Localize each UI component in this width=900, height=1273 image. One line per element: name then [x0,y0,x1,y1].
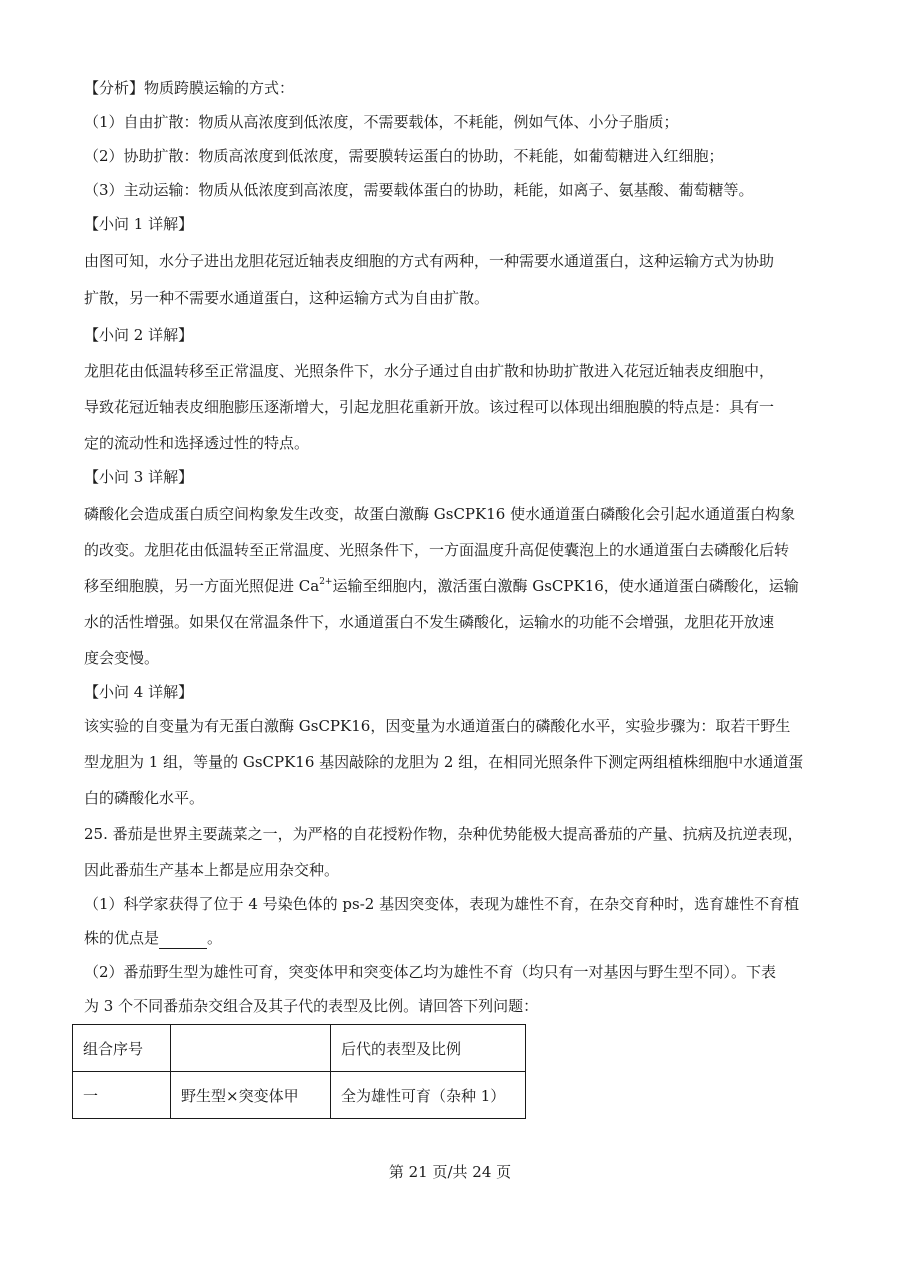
table-cell: 一 [73,1072,171,1119]
answer-blank[interactable] [159,928,207,949]
q4-line-3: 白的磷酸化水平。 [84,789,205,807]
table-row [73,1072,526,1119]
table-header-row [73,1025,526,1072]
table-header-cell [171,1025,331,1072]
q2-line-2: 导致花冠近轴表皮细胞膨压逐渐增大，引起龙胆花重新开放。该过程可以体现出细胞膜的特点是：具有一 [84,398,775,416]
table-header-cell: 后代的表型及比例 [331,1025,526,1072]
q3-line-4: 水的活性增强。如果仅在常温条件下，水通道蛋白不发生磷酸化，运输水的功能不会增强，龙胆花开放速 [84,613,775,631]
analysis-item-3: （3）主动运输：物质从低浓度到高浓度，需要载体蛋白的协助，耗能，如离子、氨基酸、葡萄糖等。 [84,181,754,199]
q3-line-1: 磷酸化会造成蛋白质空间构象发生改变，故蛋白激酶 GsCPK16 使水通道蛋白磷酸化会引起水通道蛋白构象 [84,505,796,523]
problem25-intro-2: 因此番茄生产基本上都是应用杂交种。 [84,861,340,879]
part1-suffix: 。 [207,929,223,947]
problem25-part1-line-1: （1）科学家获得了位于 4 号染色体的 ps-2 基因突变体，表现为雄性不育，在杂交育种时，选育雄性不育植 [84,895,800,913]
cross-table [72,1024,526,1119]
q4-line-1: 该实验的自变量为有无蛋白激酶 GsCPK16，因变量为水通道蛋白的磷酸化水平，实验步骤为：取若干野生 [84,717,791,735]
part1-prefix: 株的优点是 [84,929,160,947]
q4-heading: 【小问 4 详解】 [84,683,194,701]
table-cell: 野生型×突变体甲 [171,1072,331,1119]
q3-line-2: 的改变。龙胆花由低温转至正常温度、光照条件下，一方面温度升高促使囊泡上的水通道蛋白去磷酸化后转 [84,541,790,559]
page-footer: 第 21 页/共 24 页 [388,1163,512,1181]
q3-heading: 【小问 3 详解】 [84,468,194,486]
q3-line-3-end: 运输至细胞内，激活蛋白激酶 GsCPK16，使水通道蛋白磷酸化，运输 [332,577,799,595]
q3-line-3 [84,576,799,596]
analysis-item-1: （1）自由扩散：物质从高浓度到低浓度，不需要载体，不耗能，例如气体、小分子脂质； [84,113,679,131]
problem25-part1-line-2 [84,928,222,949]
analysis-item-2: （2）协助扩散：物质高浓度到低浓度，需要膜转运蛋白的协助，不耗能，如葡萄糖进入红细胞； [84,147,724,165]
problem25-part2-line-2: 为 3 个不同番茄杂交组合及其子代的表型及比例。请回答下列问题： [84,997,539,1015]
q4-line-2: 型龙胆为 1 组，等量的 GsCPK16 基因敲除的龙胆为 2 组，在相同光照条件下测定两组植株细胞中水通道蛋 [84,753,804,771]
analysis-title: 【分析】物质跨膜运输的方式： [84,79,295,97]
problem25-part2-line-1: （2）番茄野生型为雄性可育，突变体甲和突变体乙均为雄性不育（均只有一对基因与野生型不同）。下表 [84,963,777,981]
q2-heading: 【小问 2 详解】 [84,326,194,344]
calcium-charge: 2+ [319,577,333,587]
q3-line-3-start: 移至细胞膜，另一方面光照促进 Ca [84,577,320,595]
q2-line-1: 龙胆花由低温转移至正常温度、光照条件下，水分子通过自由扩散和协助扩散进入花冠近轴表皮细胞中， [84,362,775,380]
q1-heading: 【小问 1 详解】 [84,215,194,233]
problem25-intro-1: 25. 番茄是世界主要蔬菜之一，为严格的自花授粉作物，杂种优势能极大提高番茄的产量、抗病及抗逆表现， [84,825,803,843]
q1-line-2: 扩散，另一种不需要水通道蛋白，这种运输方式为自由扩散。 [84,289,490,307]
q1-line-1: 由图可知，水分子进出龙胆花冠近轴表皮细胞的方式有两种，一种需要水通道蛋白，这种运输方式为协助 [84,252,775,270]
table-header-cell: 组合序号 [73,1025,171,1072]
q2-line-3: 定的流动性和选择透过性的特点。 [84,434,310,452]
q3-line-5: 度会变慢。 [84,649,160,667]
table-cell: 全为雄性可育（杂种 1） [331,1072,526,1119]
